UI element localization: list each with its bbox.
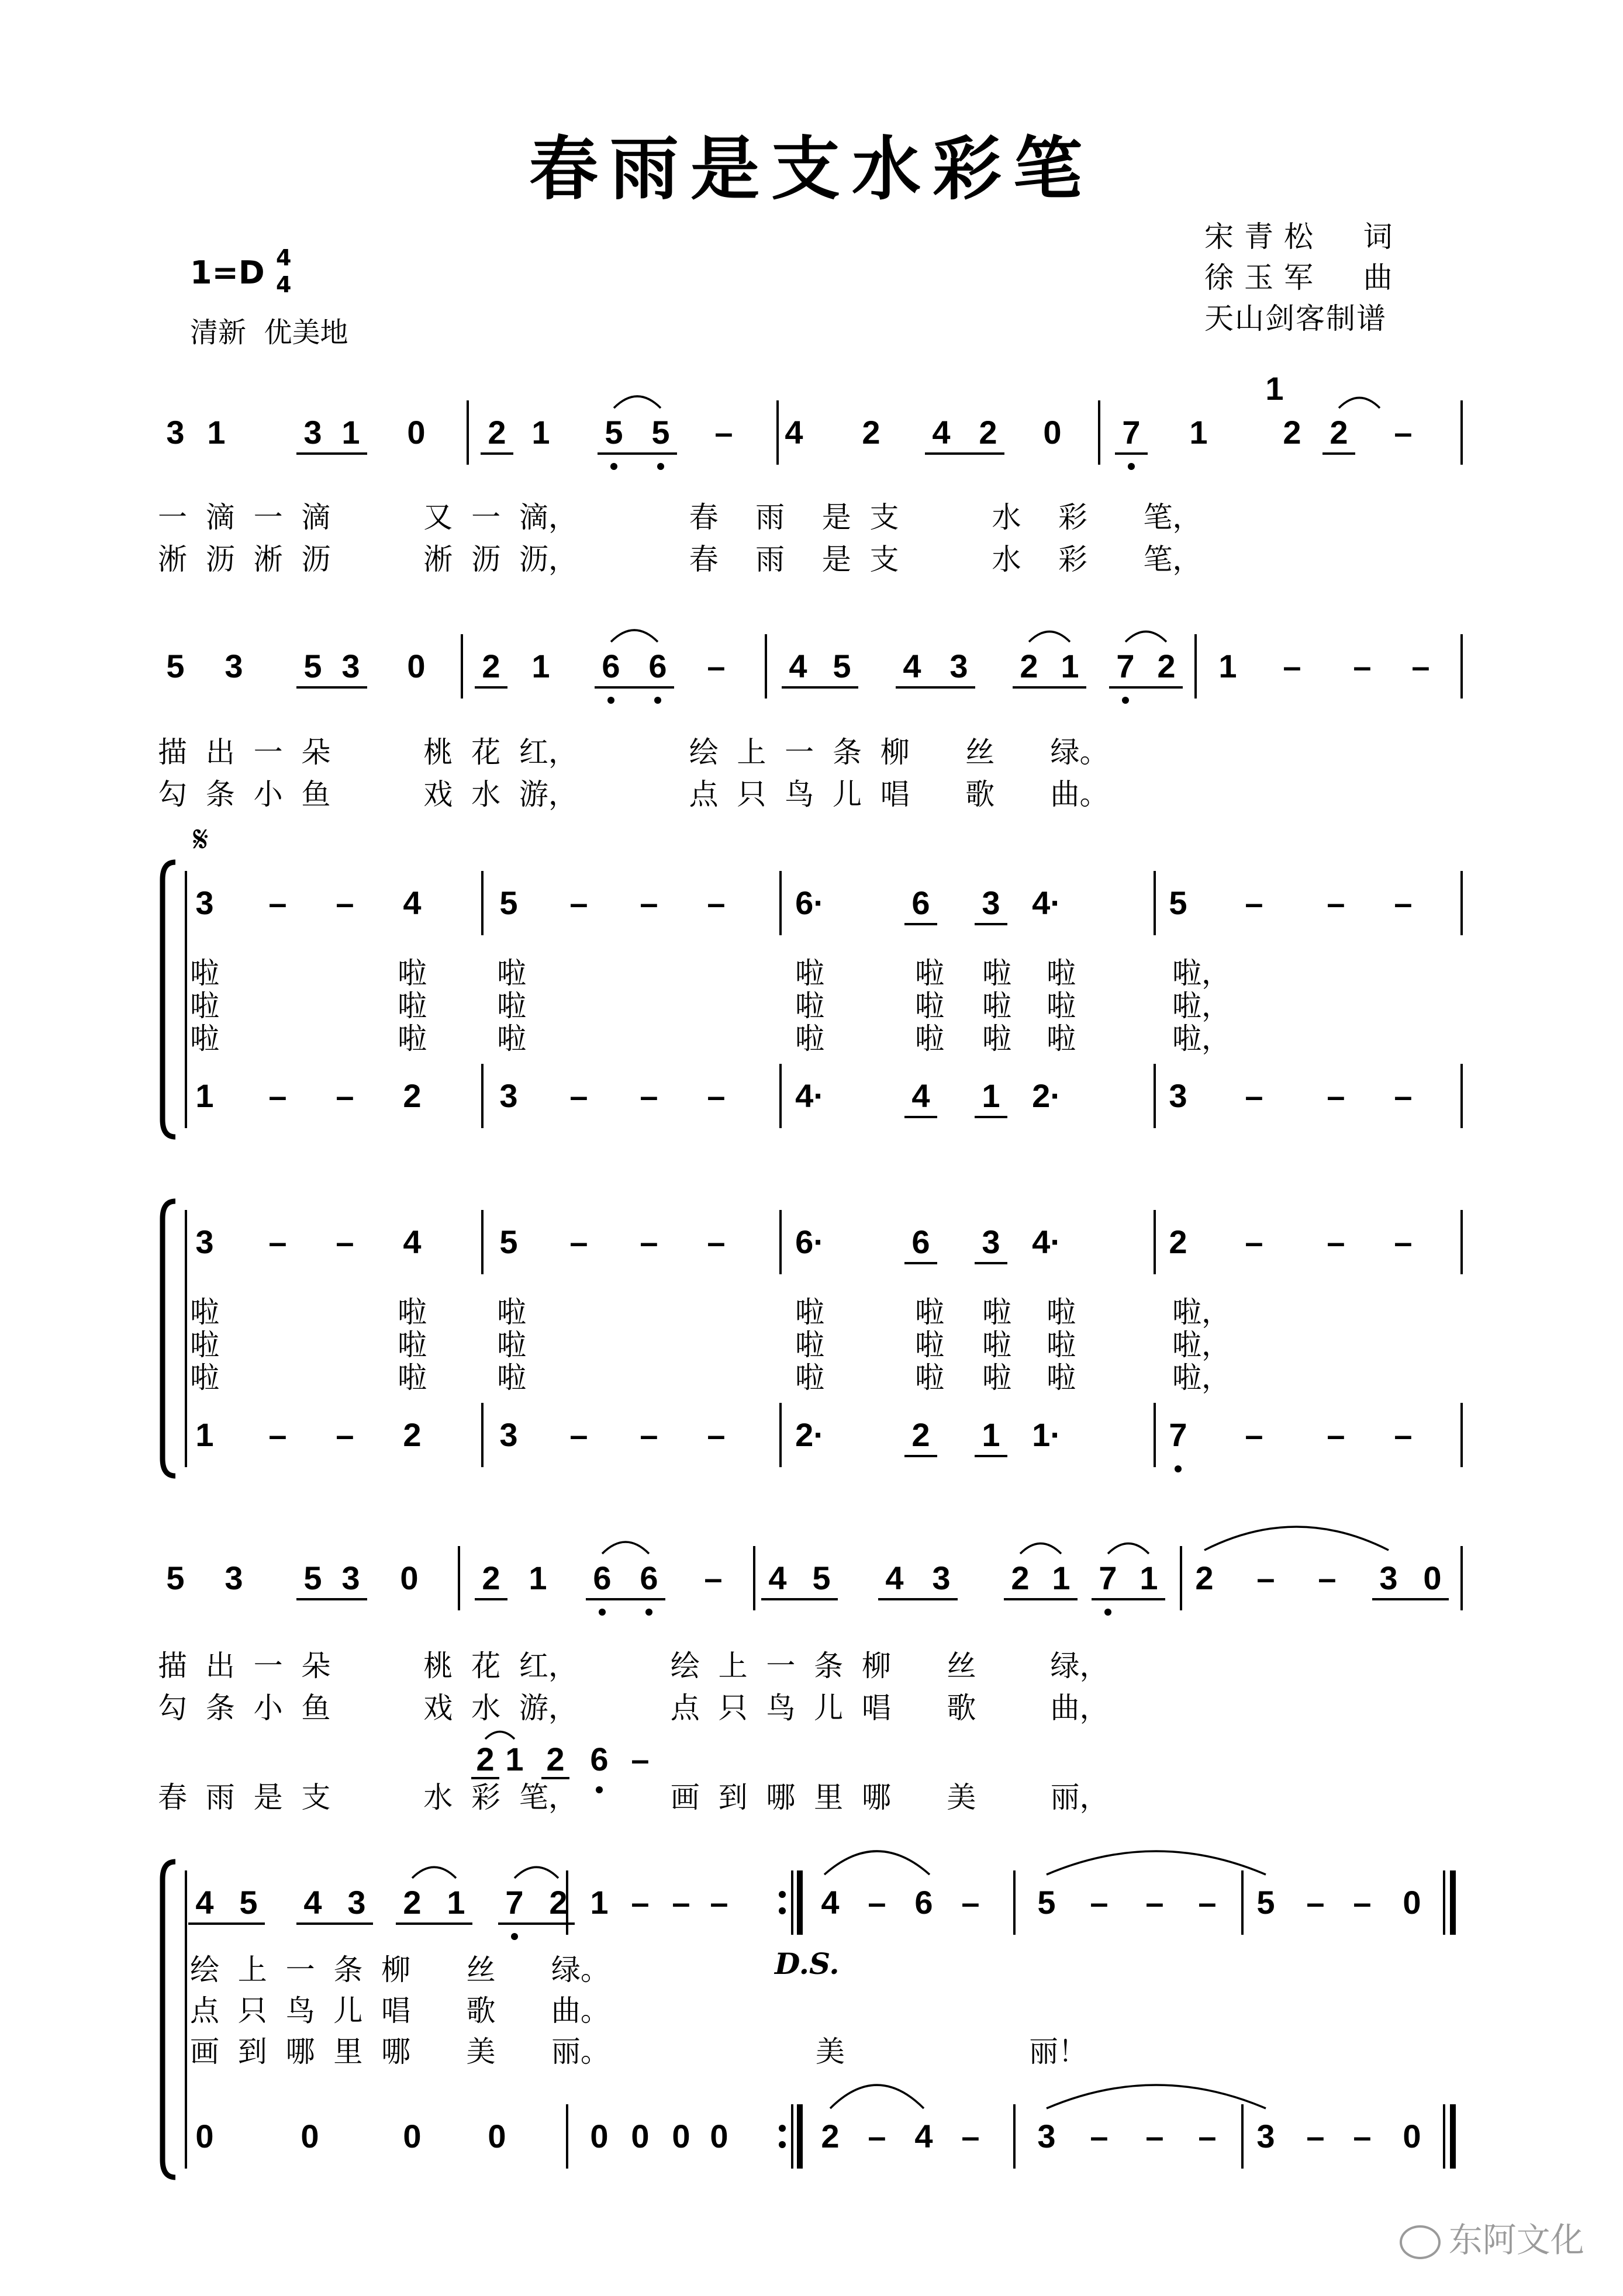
- lower-voice-note: –: [336, 1416, 354, 1453]
- row5-note: 2: [482, 1560, 500, 1596]
- lower-voice-note: 0: [301, 2118, 319, 2155]
- row2-note: 3: [341, 648, 360, 684]
- chorus-lyric: 啦: [915, 1022, 944, 1056]
- dal-segno-mark: D.S.: [775, 1946, 840, 1981]
- upper-voice-note: –: [1145, 1884, 1164, 1921]
- chorus-lyric: 啦: [1047, 1361, 1076, 1395]
- chorus-lyric: 啦: [982, 956, 1011, 990]
- lower-voice-note: 1: [195, 1077, 214, 1114]
- upper-voice-note: –: [336, 884, 354, 921]
- lower-voice-note: –: [868, 2118, 886, 2155]
- chorus-lyric: 啦: [398, 1295, 427, 1329]
- row5-lyric: 勾 条 小 鱼 戏 水 游， 点 只 鸟 儿 唱 歌 曲，: [158, 1691, 1109, 1725]
- chorus-lyric: 啦: [982, 1022, 1011, 1056]
- row5-note: 3: [341, 1560, 360, 1596]
- lower-voice-note: 3: [499, 1416, 518, 1453]
- segno-sign: 𝄋: [193, 818, 209, 860]
- row1-note: 7: [1122, 414, 1141, 451]
- upper-voice-note: –: [268, 1223, 287, 1260]
- upper-voice-note: 2: [1169, 1223, 1187, 1260]
- lower-voice-note: –: [1245, 1416, 1263, 1453]
- row5-note: 6: [593, 1560, 612, 1596]
- slur: [514, 1867, 558, 1878]
- row5-note: 1: [529, 1560, 547, 1596]
- lower-voice-note: 4: [914, 2118, 933, 2155]
- row5-note: 2: [1011, 1560, 1030, 1596]
- slur: [412, 1867, 456, 1878]
- upper-voice-note: –: [569, 884, 588, 921]
- row1-note: –: [1394, 414, 1413, 451]
- chorus-lyric: 啦: [795, 1328, 824, 1362]
- lower-voice-note: –: [1394, 1416, 1413, 1453]
- slur: [611, 630, 658, 642]
- system-bracket: [163, 1862, 175, 2177]
- chorus-lyric: 啦: [190, 989, 219, 1023]
- variant-note: 1: [505, 1741, 524, 1778]
- upper-voice-note: –: [1394, 884, 1413, 921]
- row6-lyric: 点 只 鸟 儿 唱 歌 曲。: [190, 1994, 610, 2028]
- chorus-lyric: 啦，: [1172, 956, 1231, 990]
- chorus-lyric: 啦: [190, 1022, 219, 1056]
- chorus-lyric: 啦: [190, 1361, 219, 1395]
- chorus-lyric: 啦: [497, 1295, 526, 1329]
- row5-lyric: 春 雨 是 支 水 彩 笔， 画 到 哪 里 哪 美 丽，: [158, 1780, 1109, 1814]
- row1-note: 3: [166, 414, 185, 451]
- upper-voice-note: 4·: [1032, 884, 1061, 921]
- upper-voice-note: 4: [403, 1223, 422, 1260]
- upper-voice-note: 7: [505, 1884, 524, 1921]
- variant-note: 2: [546, 1741, 565, 1778]
- row2-note: 6: [602, 648, 620, 684]
- chorus-lyric: 啦: [1047, 1295, 1076, 1329]
- upper-voice-note: –: [707, 884, 726, 921]
- key-signature: 1=D: [190, 254, 265, 291]
- chorus-lyric: 啦: [497, 1361, 526, 1395]
- upper-voice-note: 6: [911, 1223, 930, 1260]
- row1-note: 1: [341, 414, 360, 451]
- row2-note: –: [1411, 648, 1430, 684]
- lower-voice-note: –: [1198, 2118, 1217, 2155]
- row1-note: 0: [1043, 414, 1062, 451]
- tie: [1204, 1527, 1389, 1550]
- row1-note: 1: [531, 414, 550, 451]
- lower-voice-note: –: [268, 1077, 287, 1114]
- row2-note: 3: [949, 648, 968, 684]
- chorus-lyric: 啦: [915, 1328, 944, 1362]
- octave-dot: [607, 697, 614, 704]
- upper-voice-note: 5: [1037, 1884, 1056, 1921]
- row5-note: –: [704, 1560, 723, 1596]
- chorus-lyric: 啦，: [1172, 989, 1231, 1023]
- row2-lyric: 勾 条 小 鱼 戏 水 游， 点 只 鸟 儿 唱 歌 曲。: [158, 777, 1109, 811]
- repeat-dot: [779, 2125, 786, 2132]
- chorus-lyric: 啦: [497, 1328, 526, 1362]
- upper-voice-note: –: [1245, 884, 1263, 921]
- lower-voice-note: 1: [982, 1077, 1000, 1114]
- tie: [1047, 2085, 1266, 2108]
- chorus-lyric: 啦: [795, 1361, 824, 1395]
- lower-voice-note: –: [1306, 2118, 1325, 2155]
- upper-voice-note: 2: [403, 1884, 422, 1921]
- slur: [1125, 632, 1166, 642]
- row2-note: 0: [407, 648, 426, 684]
- row5-note: 2: [1195, 1560, 1214, 1596]
- chorus-lyric: 啦: [915, 989, 944, 1023]
- chorus-lyric: 啦: [1047, 956, 1076, 990]
- chorus-lyric: 啦: [982, 989, 1011, 1023]
- row1-lyric: 淅 沥 淅 沥 淅 沥 沥， 春 雨 是 支 水 彩 笔，: [158, 542, 1202, 576]
- row1-note: 2: [862, 414, 880, 451]
- song-title: 春雨是支水彩笔: [529, 128, 1094, 209]
- slur: [614, 396, 661, 408]
- lower-voice-note: 2·: [1032, 1077, 1061, 1114]
- upper-voice-note: –: [1327, 1223, 1345, 1260]
- lower-voice-note: 2: [403, 1077, 422, 1114]
- tempo-marking: 清新 优美地: [190, 316, 348, 349]
- row2-note: 1: [1061, 648, 1079, 684]
- chorus-lyric: 啦: [795, 989, 824, 1023]
- lower-voice-note: –: [707, 1077, 726, 1114]
- row1-note: 3: [303, 414, 322, 451]
- lower-voice-note: –: [1090, 2118, 1109, 2155]
- system-bracket: [163, 1201, 175, 1476]
- lower-voice-note: 0: [1403, 2118, 1421, 2155]
- end-lyric: 丽！: [1029, 2035, 1087, 2069]
- row2-lyric: 描 出 一 朵 桃 花 红， 绘 上 一 条 柳 丝 绿。: [158, 735, 1109, 769]
- lower-voice-note: 0: [710, 2118, 728, 2155]
- watermark-text: 东阿文化: [1448, 2220, 1584, 2260]
- row5-note: 3: [225, 1560, 243, 1596]
- octave-dot: [654, 697, 661, 704]
- octave-dot: [511, 1933, 518, 1940]
- lower-voice-note: –: [1327, 1416, 1345, 1453]
- lower-voice-note: 2: [403, 1416, 422, 1453]
- credit-transcriber: 天山剑客制谱: [1204, 302, 1387, 336]
- upper-voice-note: 4: [403, 884, 422, 921]
- chorus-lyric: 啦: [497, 1022, 526, 1056]
- upper-voice-note: 6·: [795, 1223, 824, 1260]
- lower-voice-note: 4·: [795, 1077, 824, 1114]
- chorus-lyric: 啦: [795, 956, 824, 990]
- upper-voice-note: –: [1198, 1884, 1217, 1921]
- row5-note: 1: [1052, 1560, 1071, 1596]
- lower-voice-note: –: [640, 1416, 658, 1453]
- upper-voice-note: 5: [1256, 1884, 1275, 1921]
- upper-voice-note: 5: [499, 1223, 518, 1260]
- row2-note: –: [707, 648, 726, 684]
- octave-dot: [645, 1609, 652, 1616]
- row5-note: 5: [166, 1560, 185, 1596]
- lower-voice-note: –: [1145, 2118, 1164, 2155]
- chorus-lyric: 啦: [398, 1328, 427, 1362]
- chorus-lyric: 啦: [1047, 1022, 1076, 1056]
- upper-voice-note: 3: [195, 884, 214, 921]
- upper-voice-note: –: [268, 884, 287, 921]
- upper-voice-note: 4: [303, 1884, 322, 1921]
- row1-note: 4: [785, 414, 803, 451]
- chorus-lyric: 啦: [982, 1361, 1011, 1395]
- upper-voice-note: –: [1353, 1884, 1372, 1921]
- variant-note: 2: [476, 1741, 495, 1778]
- upper-voice-note: –: [640, 1223, 658, 1260]
- octave-dot: [1122, 697, 1129, 704]
- time-signature-bottom: 4: [276, 272, 292, 298]
- row2-note: 1: [1218, 648, 1237, 684]
- row1-note: 2: [1330, 414, 1348, 451]
- upper-voice-note: 5: [239, 1884, 258, 1921]
- octave-dot: [657, 463, 664, 470]
- end-lyric: 美: [816, 2035, 845, 2069]
- chorus-lyric: 啦: [982, 1328, 1011, 1362]
- upper-voice-note: –: [1394, 1223, 1413, 1260]
- row2-note: 3: [225, 648, 243, 684]
- chorus-lyric: 啦: [795, 1022, 824, 1056]
- upper-voice-note: 5: [1169, 884, 1187, 921]
- row5-note: 3: [932, 1560, 951, 1596]
- octave-dot: [1175, 1465, 1182, 1472]
- chorus-lyric: 啦: [915, 956, 944, 990]
- row1-note: 5: [605, 414, 623, 451]
- row2-note: 2: [482, 648, 500, 684]
- chorus-lyric: 啦: [398, 956, 427, 990]
- lower-voice-note: –: [1327, 1077, 1345, 1114]
- upper-voice-note: –: [569, 1223, 588, 1260]
- row1-note: 5: [651, 414, 670, 451]
- row1-note: 2: [979, 414, 997, 451]
- slur: [1108, 1544, 1149, 1554]
- row5-note: 6: [640, 1560, 658, 1596]
- lower-voice-note: –: [1245, 1077, 1263, 1114]
- chorus-lyric: 啦: [398, 1361, 427, 1395]
- row5-note: 0: [1423, 1560, 1442, 1596]
- upper-voice-note: –: [672, 1884, 690, 1921]
- row2-note: 7: [1116, 648, 1135, 684]
- lower-voice-note: 1·: [1032, 1416, 1061, 1453]
- lower-voice-note: –: [268, 1416, 287, 1453]
- row5-note: 0: [400, 1560, 419, 1596]
- lower-voice-note: –: [569, 1416, 588, 1453]
- chorus-lyric: 啦: [190, 1295, 219, 1329]
- row5-note: 1: [1139, 1560, 1158, 1596]
- row2-note: 2: [1020, 648, 1038, 684]
- upper-voice-note: 5: [499, 884, 518, 921]
- upper-voice-note: –: [710, 1884, 728, 1921]
- upper-voice-note: 4: [821, 1884, 840, 1921]
- chorus-lyric: 啦: [190, 1328, 219, 1362]
- chorus-lyric: 啦，: [1172, 1022, 1231, 1056]
- row6-lyric: 绘 上 一 条 柳 丝 绿。: [190, 1953, 610, 1987]
- lower-voice-note: –: [569, 1077, 588, 1114]
- chorus-lyric: 啦，: [1172, 1361, 1231, 1395]
- upper-voice-note: –: [868, 1884, 886, 1921]
- slur: [1029, 632, 1070, 642]
- row5-note: –: [1256, 1560, 1275, 1596]
- lower-voice-note: 3: [499, 1077, 518, 1114]
- chorus-lyric: 啦: [1047, 989, 1076, 1023]
- upper-voice-note: 6·: [795, 884, 824, 921]
- row2-note: 5: [303, 648, 322, 684]
- lower-voice-note: 2: [911, 1416, 930, 1453]
- row5-note: 7: [1099, 1560, 1117, 1596]
- chorus-lyric: 啦: [497, 989, 526, 1023]
- row5-note: 5: [812, 1560, 831, 1596]
- upper-voice-note: –: [336, 1223, 354, 1260]
- row6-lyric: 画 到 哪 里 哪 美 丽。: [190, 2035, 610, 2069]
- row2-note: 4: [903, 648, 921, 684]
- slur: [1339, 398, 1380, 409]
- upper-voice-note: –: [1090, 1884, 1109, 1921]
- lower-voice-note: 2: [821, 2118, 840, 2155]
- row5-note: 4: [768, 1560, 787, 1596]
- row1-note: 4: [932, 414, 951, 451]
- upper-voice-note: –: [640, 884, 658, 921]
- chorus-lyric: 啦: [398, 989, 427, 1023]
- row1-note: 1: [1189, 414, 1208, 451]
- chorus-lyric: 啦: [915, 1295, 944, 1329]
- upper-voice-note: 0: [1403, 1884, 1421, 1921]
- lower-voice-note: 0: [672, 2118, 690, 2155]
- upper-voice-note: 3: [982, 1223, 1000, 1260]
- lower-voice-note: 0: [590, 2118, 609, 2155]
- variant-note: 6: [590, 1741, 609, 1778]
- lower-voice-note: 0: [631, 2118, 650, 2155]
- chorus-lyric: 啦: [190, 956, 219, 990]
- slur: [602, 1542, 649, 1554]
- slur: [485, 1732, 514, 1740]
- row5-note: 5: [303, 1560, 322, 1596]
- upper-voice-note: –: [707, 1223, 726, 1260]
- row2-note: 5: [833, 648, 851, 684]
- credit-lyricist: 宋青松 词: [1204, 220, 1403, 254]
- octave-dot: [599, 1609, 606, 1616]
- lower-voice-note: –: [1353, 2118, 1372, 2155]
- row1-lyric: 一 滴 一 滴 又 一 滴， 春 雨 是 支 水 彩 笔，: [158, 500, 1202, 534]
- lower-voice-note: –: [961, 2118, 980, 2155]
- row1-note: –: [714, 414, 733, 451]
- upper-voice-note: –: [1306, 1884, 1325, 1921]
- lower-voice-note: 0: [195, 2118, 214, 2155]
- chorus-lyric: 啦，: [1172, 1295, 1231, 1329]
- repeat-dot: [779, 1891, 786, 1898]
- chorus-lyric: 啦: [497, 956, 526, 990]
- upper-voice-note: 3: [195, 1223, 214, 1260]
- lower-voice-note: –: [1394, 1077, 1413, 1114]
- lower-voice-note: 3: [1169, 1077, 1187, 1114]
- upper-voice-note: 1: [590, 1884, 609, 1921]
- credit-composer: 徐玉军 曲: [1204, 261, 1403, 295]
- chorus-lyric: 啦: [982, 1295, 1011, 1329]
- upper-voice-note: –: [1327, 884, 1345, 921]
- upper-voice-note: –: [961, 1884, 980, 1921]
- lower-voice-note: 3: [1037, 2118, 1056, 2155]
- system-bracket: [163, 862, 175, 1137]
- row1-note: 2: [488, 414, 506, 451]
- lower-voice-note: 1: [982, 1416, 1000, 1453]
- row2-note: –: [1283, 648, 1301, 684]
- upper-voice-note: 6: [914, 1884, 933, 1921]
- chorus-lyric: 啦: [915, 1361, 944, 1395]
- row5-note: –: [1318, 1560, 1337, 1596]
- chorus-lyric: 啦，: [1172, 1328, 1231, 1362]
- tie: [830, 2085, 924, 2108]
- row2-note: –: [1353, 648, 1372, 684]
- upper-voice-note: –: [631, 1884, 650, 1921]
- chorus-lyric: 啦: [398, 1022, 427, 1056]
- octave-dot: [610, 463, 617, 470]
- row1-note: 1: [207, 414, 226, 451]
- tie: [824, 1851, 930, 1875]
- row2-note: 5: [166, 648, 185, 684]
- lower-voice-note: –: [640, 1077, 658, 1114]
- lower-voice-note: 0: [488, 2118, 506, 2155]
- octave-dot: [1128, 463, 1135, 470]
- lower-voice-note: 0: [403, 2118, 422, 2155]
- lower-voice-note: 4: [911, 1077, 930, 1114]
- lower-voice-note: 2·: [795, 1416, 824, 1453]
- chorus-lyric: 啦: [1047, 1328, 1076, 1362]
- lower-voice-note: –: [707, 1416, 726, 1453]
- row5-lyric: 描 出 一 朵 桃 花 红， 绘 上 一 条 柳 丝 绿，: [158, 1649, 1109, 1683]
- time-signature-top: 4: [276, 245, 292, 271]
- chorus-lyric: 啦: [795, 1295, 824, 1329]
- upper-voice-note: 1: [447, 1884, 465, 1921]
- row1-note: 2: [1283, 414, 1301, 451]
- row2-note: 1: [531, 648, 550, 684]
- row2-note: 4: [789, 648, 807, 684]
- lower-voice-note: –: [336, 1077, 354, 1114]
- lower-voice-note: 3: [1256, 2118, 1275, 2155]
- upper-voice-note: 3: [347, 1884, 366, 1921]
- repeat-dot: [779, 2141, 786, 2148]
- row5-note: 3: [1379, 1560, 1398, 1596]
- row2-note: 6: [648, 648, 667, 684]
- upper-voice-note: 2: [549, 1884, 568, 1921]
- variant-note: –: [631, 1741, 650, 1778]
- lower-voice-note: 7: [1169, 1416, 1187, 1453]
- row5-note: 4: [885, 1560, 904, 1596]
- repeat-dot: [779, 1907, 786, 1914]
- upper-voice-note: –: [1245, 1223, 1263, 1260]
- tie: [1047, 1851, 1266, 1875]
- row1-note: 0: [407, 414, 426, 451]
- upper-voice-note: 3: [982, 884, 1000, 921]
- upper-voice-note: 4·: [1032, 1223, 1061, 1260]
- octave-dot: [1104, 1609, 1111, 1616]
- upper-voice-note: 4: [195, 1884, 214, 1921]
- lower-voice-note: 1: [195, 1416, 214, 1453]
- slur: [1020, 1544, 1061, 1554]
- upper-voice-note: 6: [911, 884, 930, 921]
- grace-note: 1: [1265, 370, 1284, 407]
- row2-note: 2: [1157, 648, 1176, 684]
